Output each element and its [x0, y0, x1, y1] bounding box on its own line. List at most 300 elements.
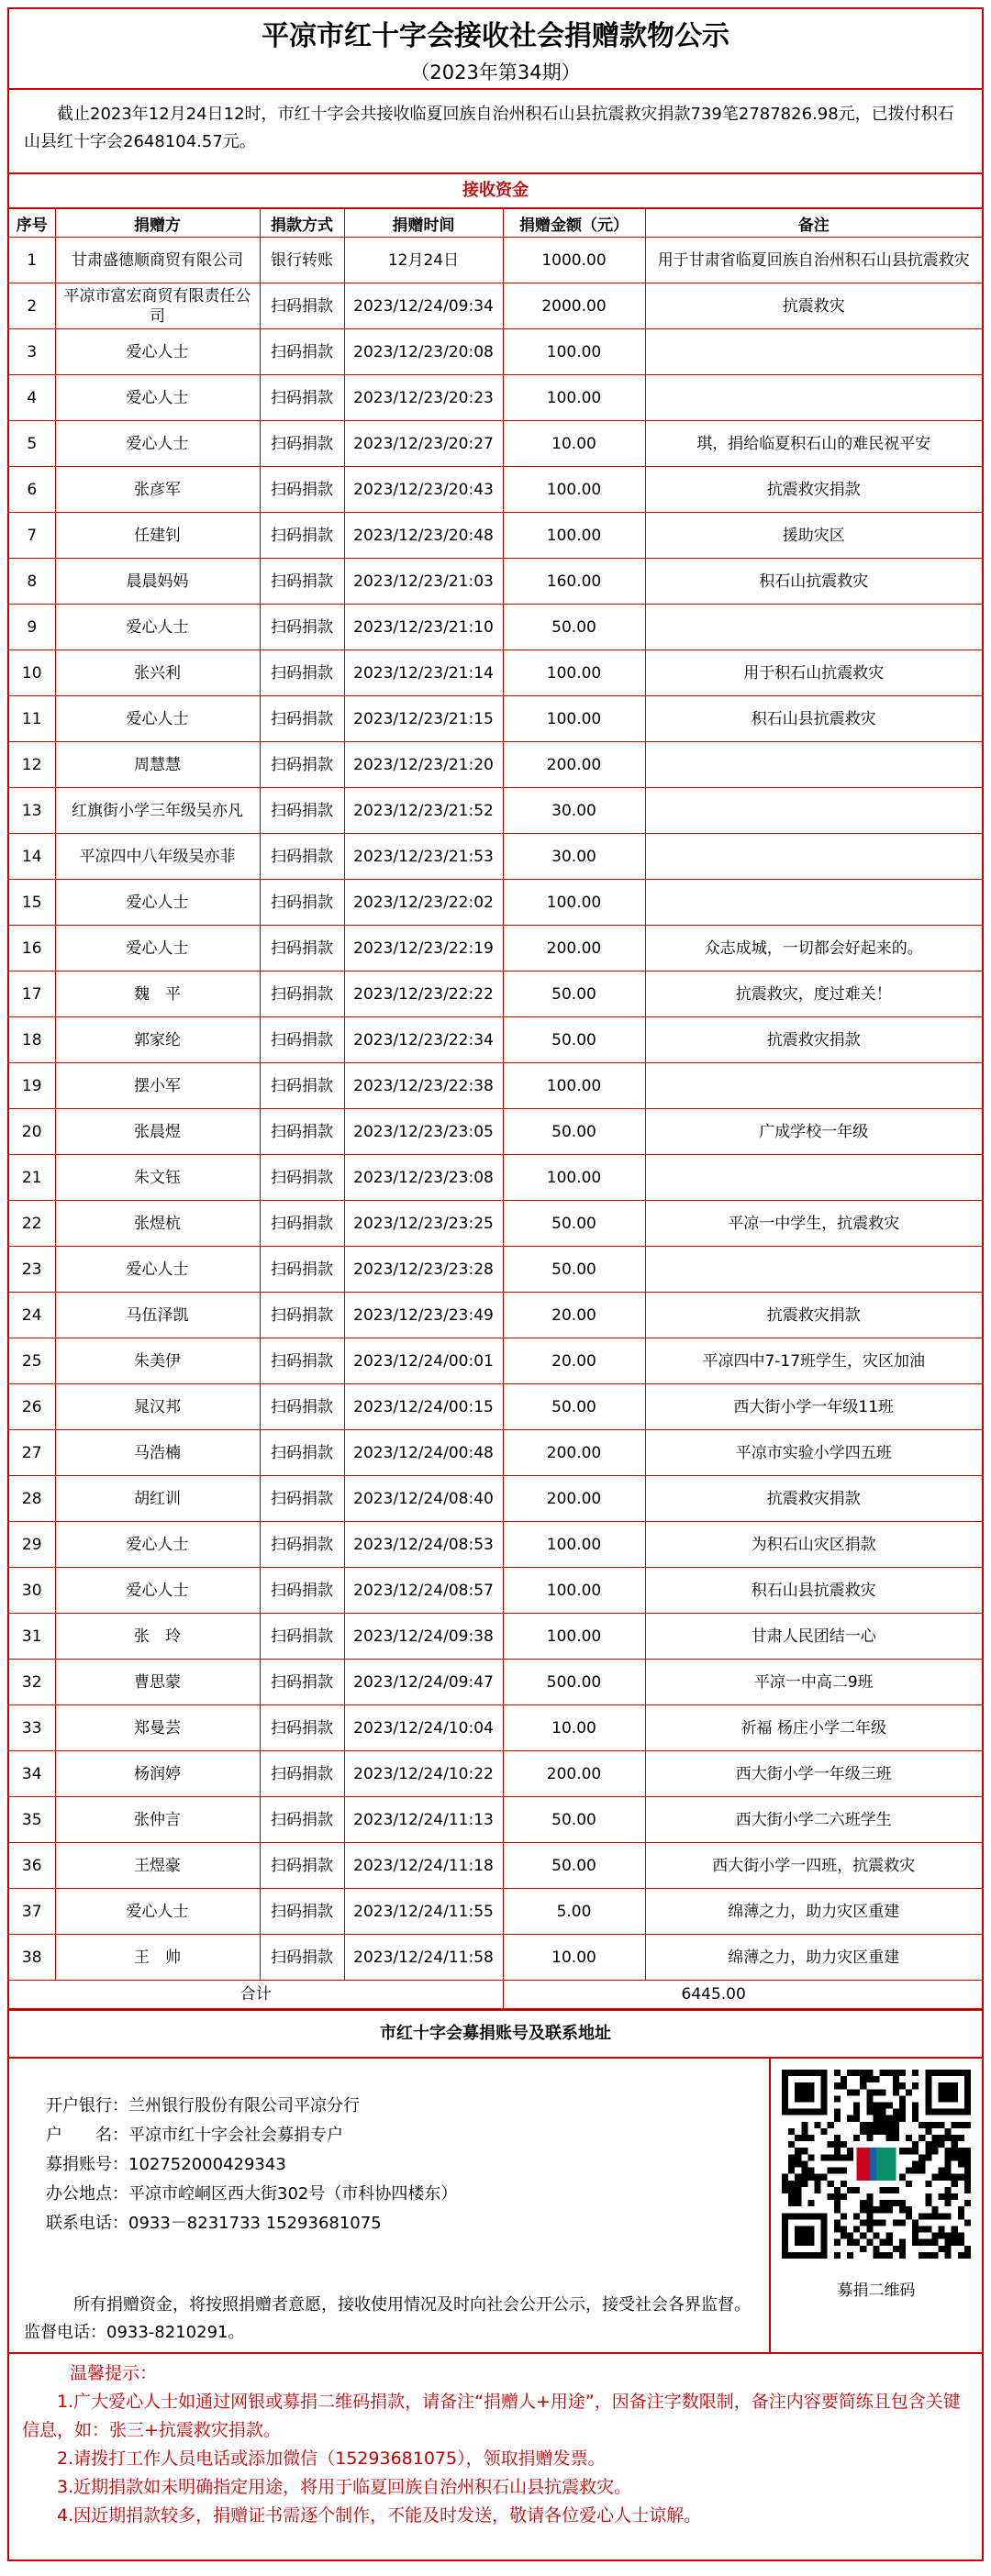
- payment-method: 扫码捐款: [260, 513, 344, 559]
- remark: 西大街小学二六班学生: [645, 1797, 982, 1843]
- donation-time: 2023/12/24/11:58: [344, 1935, 503, 1981]
- donation-time: 2023/12/24/00:48: [344, 1430, 503, 1476]
- payment-method: 扫码捐款: [260, 788, 344, 834]
- donation-amount: 2000.00: [503, 283, 645, 329]
- donor-name: 张彦军: [55, 467, 260, 513]
- donation-time: 2023/12/24/11:13: [344, 1797, 503, 1843]
- table-row: [9, 1155, 982, 1201]
- donor-name: 朱文钰: [55, 1155, 260, 1201]
- table-row: [9, 834, 982, 880]
- payment-method: 扫码捐款: [260, 1705, 344, 1751]
- total-label: 合计: [9, 1981, 503, 2009]
- remark: [645, 788, 982, 834]
- remark: 抗震救灾: [645, 283, 982, 329]
- row-index: 4: [9, 375, 55, 421]
- donation-amount: 100.00: [503, 650, 645, 696]
- table-row: [9, 375, 982, 421]
- donor-name: 胡红训: [55, 1476, 260, 1522]
- donor-name: 爱心人士: [55, 1247, 260, 1293]
- remark: [645, 375, 982, 421]
- payment-method: 扫码捐款: [260, 283, 344, 329]
- row-index: 22: [9, 1201, 55, 1247]
- row-index: 20: [9, 1109, 55, 1155]
- remark: [645, 329, 982, 375]
- remark: 平凉一中高二9班: [645, 1660, 982, 1705]
- donor-name: 周慧慧: [55, 742, 260, 788]
- contact-phone: 联系电话：0933－8231733 15293681075: [46, 2214, 382, 2233]
- donation-time: 2023/12/23/22:19: [344, 926, 503, 972]
- donor-name: 爱心人士: [55, 696, 260, 742]
- table-row: [9, 1430, 982, 1476]
- payment-method: 扫码捐款: [260, 1063, 344, 1109]
- row-index: 2: [9, 283, 55, 329]
- donation-amount: 50.00: [503, 1843, 645, 1889]
- donation-time: 2023/12/24/09:34: [344, 283, 503, 329]
- donor-name: 王 帅: [55, 1935, 260, 1981]
- remark: [645, 880, 982, 926]
- qr-panel: [769, 2059, 982, 2352]
- section-title-funds: 接收资金: [9, 172, 982, 209]
- payment-method: 扫码捐款: [260, 375, 344, 421]
- payment-method: 扫码捐款: [260, 1109, 344, 1155]
- table-row: [9, 926, 982, 972]
- donation-time: 2023/12/24/08:53: [344, 1522, 503, 1568]
- donor-name: 郑曼芸: [55, 1705, 260, 1751]
- payment-method: 扫码捐款: [260, 605, 344, 650]
- donation-time: 2023/12/23/21:03: [344, 559, 503, 605]
- remark: 抗震救灾捐款: [645, 1017, 982, 1063]
- donation-amount: 100.00: [503, 696, 645, 742]
- table-row: [9, 742, 982, 788]
- donation-amount: 10.00: [503, 1935, 645, 1981]
- account-number: 募捐账号：102752000429343: [46, 2155, 286, 2174]
- table-row: [9, 605, 982, 650]
- total-value: 6445.00: [503, 1981, 982, 2009]
- remark: 用于积石山抗震救灾: [645, 650, 982, 696]
- table-row: [9, 559, 982, 605]
- remark: 抗震救灾捐款: [645, 1476, 982, 1522]
- table-row: [9, 1293, 982, 1338]
- donation-time: 12月24日: [344, 238, 503, 283]
- table-row: [9, 1247, 982, 1293]
- remark: 援助灾区: [645, 513, 982, 559]
- donation-amount: 200.00: [503, 742, 645, 788]
- table-row: [9, 1568, 982, 1614]
- donation-amount: 50.00: [503, 1109, 645, 1155]
- donation-amount: 100.00: [503, 1522, 645, 1568]
- table-row: [9, 238, 982, 283]
- table-row: [9, 513, 982, 559]
- remark: 甘肃人民团结一心: [645, 1614, 982, 1660]
- donor-name: 曹思蒙: [55, 1660, 260, 1705]
- donation-time: 2023/12/23/20:27: [344, 421, 503, 467]
- remark: 平凉一中学生，抗震救灾: [645, 1201, 982, 1247]
- donation-time: 2023/12/23/23:25: [344, 1201, 503, 1247]
- table-row: [9, 1338, 982, 1384]
- table-row: [9, 1201, 982, 1247]
- donor-name: 平凉市富宏商贸有限责任公司: [55, 283, 260, 329]
- remark: 平凉市实验小学四五班: [645, 1430, 982, 1476]
- header-donor: 捐赠方: [55, 209, 260, 238]
- donation-amount: 100.00: [503, 375, 645, 421]
- remark: [645, 834, 982, 880]
- remark: 积石山抗震救灾: [645, 559, 982, 605]
- table-row: [9, 1063, 982, 1109]
- donation-amount: 20.00: [503, 1338, 645, 1384]
- donor-name: 张煜杭: [55, 1201, 260, 1247]
- donor-name: 张 玲: [55, 1614, 260, 1660]
- account-info: [24, 2092, 762, 2342]
- donation-time: 2023/12/23/23:08: [344, 1155, 503, 1201]
- donor-name: 晁汉邦: [55, 1384, 260, 1430]
- donation-amount: 5.00: [503, 1889, 645, 1935]
- payment-method: 扫码捐款: [260, 1568, 344, 1614]
- page-title: 平凉市红十字会接收社会捐赠款物公示: [262, 20, 729, 52]
- donation-time: 2023/12/23/20:23: [344, 375, 503, 421]
- donation-time: 2023/12/23/20:08: [344, 329, 503, 375]
- row-index: 6: [9, 467, 55, 513]
- donation-amount: 50.00: [503, 605, 645, 650]
- office-address: 办公地点：平凉市崆峒区西大街302号（市科协四楼东）: [46, 2184, 458, 2204]
- table-row: [9, 467, 982, 513]
- donor-name: 红旗街小学三年级吴亦凡: [55, 788, 260, 834]
- row-index: 27: [9, 1430, 55, 1476]
- row-index: 11: [9, 696, 55, 742]
- row-index: 32: [9, 1660, 55, 1705]
- account-section: [9, 2059, 982, 2352]
- payment-method: 扫码捐款: [260, 1155, 344, 1201]
- table-row: [9, 1843, 982, 1889]
- row-index: 8: [9, 559, 55, 605]
- donation-amount: 200.00: [503, 1476, 645, 1522]
- row-index: 38: [9, 1935, 55, 1981]
- table-row: [9, 1935, 982, 1981]
- issue-number: （2023年第34期）: [410, 61, 581, 83]
- remark: 抗震救灾，度过难关！: [645, 972, 982, 1017]
- donation-amount: 100.00: [503, 1614, 645, 1660]
- qr-code-icon[interactable]: [782, 2070, 971, 2259]
- donation-time: 2023/12/23/21:10: [344, 605, 503, 650]
- row-index: 34: [9, 1751, 55, 1797]
- donor-name: 爱心人士: [55, 1568, 260, 1614]
- donation-time: 2023/12/24/11:55: [344, 1889, 503, 1935]
- payment-method: 扫码捐款: [260, 1293, 344, 1338]
- donation-amount: 100.00: [503, 1568, 645, 1614]
- row-index: 30: [9, 1568, 55, 1614]
- donor-name: 平凉四中八年级吴亦菲: [55, 834, 260, 880]
- donation-time: 2023/12/23/20:48: [344, 513, 503, 559]
- donation-time: 2023/12/23/23:05: [344, 1109, 503, 1155]
- table-row: [9, 650, 982, 696]
- table-row: [9, 1522, 982, 1568]
- payment-method: 扫码捐款: [260, 1889, 344, 1935]
- donation-amount: 100.00: [503, 513, 645, 559]
- donor-name: 甘肃盛德顺商贸有限公司: [55, 238, 260, 283]
- table-row: [9, 1889, 982, 1935]
- donation-time: 2023/12/23/21:52: [344, 788, 503, 834]
- remark: 抗震救灾捐款: [645, 467, 982, 513]
- row-index: 12: [9, 742, 55, 788]
- donation-time: 2023/12/23/20:43: [344, 467, 503, 513]
- row-index: 21: [9, 1155, 55, 1201]
- payment-method: 扫码捐款: [260, 926, 344, 972]
- donation-time: 2023/12/23/22:22: [344, 972, 503, 1017]
- table-row: [9, 1660, 982, 1705]
- tip-item: 2.请拨打工作人员电话或添加微信（15293681075），领取捐赠发票。: [57, 2448, 606, 2469]
- donation-amount: 50.00: [503, 1247, 645, 1293]
- payment-method: 扫码捐款: [260, 1017, 344, 1063]
- row-index: 18: [9, 1017, 55, 1063]
- donation-amount: 20.00: [503, 1293, 645, 1338]
- account-section-title: 市红十字会募捐账号及联系地址: [9, 2009, 982, 2059]
- payment-method: 扫码捐款: [260, 880, 344, 926]
- remark: 祈福 杨庄小学二年级: [645, 1705, 982, 1751]
- donation-time: 2023/12/23/22:38: [344, 1063, 503, 1109]
- remark: 西大街小学一年级11班: [645, 1384, 982, 1430]
- donation-amount: 100.00: [503, 1063, 645, 1109]
- donation-time: 2023/12/23/22:02: [344, 880, 503, 926]
- row-index: 1: [9, 238, 55, 283]
- payment-method: 扫码捐款: [260, 1247, 344, 1293]
- donor-name: 张兴利: [55, 650, 260, 696]
- donation-amount: 200.00: [503, 1430, 645, 1476]
- payment-method: 扫码捐款: [260, 329, 344, 375]
- donation-time: 2023/12/24/08:57: [344, 1568, 503, 1614]
- donation-time: 2023/12/24/00:15: [344, 1384, 503, 1430]
- donor-name: 郭家纶: [55, 1017, 260, 1063]
- donor-name: 马浩楠: [55, 1430, 260, 1476]
- donor-name: 摆小军: [55, 1063, 260, 1109]
- payment-method: 扫码捐款: [260, 1935, 344, 1981]
- payment-method: 扫码捐款: [260, 1797, 344, 1843]
- donation-amount: 100.00: [503, 467, 645, 513]
- row-index: 26: [9, 1384, 55, 1430]
- table-row: [9, 283, 982, 329]
- payment-method: 扫码捐款: [260, 421, 344, 467]
- remark: 众志成城，一切都会好起来的。: [645, 926, 982, 972]
- donation-amount: 10.00: [503, 1705, 645, 1751]
- table-row: [9, 1705, 982, 1751]
- donor-name: 爱心人士: [55, 1522, 260, 1568]
- tip-item: 1.广大爱心人士如通过网银或募捐二维码捐款，请备注“捐赠人+用途”，因备注字数限制，备注内容要简练且包含关键信息，如：张三+抗震救灾捐款。: [22, 2392, 961, 2440]
- donation-time: 2023/12/23/21:15: [344, 696, 503, 742]
- donation-amount: 160.00: [503, 559, 645, 605]
- row-index: 19: [9, 1063, 55, 1109]
- donation-amount: 100.00: [503, 880, 645, 926]
- table-row: [9, 1614, 982, 1660]
- donor-name: 马伍泽凯: [55, 1293, 260, 1338]
- row-index: 13: [9, 788, 55, 834]
- tips-section: [9, 2352, 982, 2530]
- row-index: 25: [9, 1338, 55, 1384]
- payment-method: 扫码捐款: [260, 1660, 344, 1705]
- remark: 琪，捐给临夏积石山的难民祝平安: [645, 421, 982, 467]
- header-time: 捐赠时间: [344, 209, 503, 238]
- qr-label: 募捐二维码: [837, 2282, 916, 2300]
- row-index: 15: [9, 880, 55, 926]
- remark: 绵薄之力，助力灾区重建: [645, 1935, 982, 1981]
- tips-title: 温馨提示：: [70, 2363, 158, 2383]
- donor-name: 爱心人士: [55, 605, 260, 650]
- payment-method: 扫码捐款: [260, 1614, 344, 1660]
- table-row: [9, 788, 982, 834]
- table-row: [9, 1476, 982, 1522]
- total-row: [9, 1981, 982, 2009]
- row-index: 35: [9, 1797, 55, 1843]
- donation-time: 2023/12/24/09:38: [344, 1614, 503, 1660]
- remark: 平凉四中7-17班学生，灾区加油: [645, 1338, 982, 1384]
- payment-method: 扫码捐款: [260, 742, 344, 788]
- donor-name: 任建钊: [55, 513, 260, 559]
- row-index: 28: [9, 1476, 55, 1522]
- donation-amount: 50.00: [503, 1384, 645, 1430]
- row-index: 23: [9, 1247, 55, 1293]
- remark: 用于甘肃省临夏回族自治州积石山县抗震救灾: [645, 238, 982, 283]
- remark: 积石山县抗震救灾: [645, 1568, 982, 1614]
- donation-amount: 200.00: [503, 1751, 645, 1797]
- payment-method: 扫码捐款: [260, 1384, 344, 1430]
- payment-method: 扫码捐款: [260, 650, 344, 696]
- row-index: 17: [9, 972, 55, 1017]
- payment-method: 扫码捐款: [260, 834, 344, 880]
- donor-name: 爱心人士: [55, 1889, 260, 1935]
- row-index: 37: [9, 1889, 55, 1935]
- row-index: 5: [9, 421, 55, 467]
- remark: 西大街小学一年级三班: [645, 1751, 982, 1797]
- row-index: 14: [9, 834, 55, 880]
- remark: [645, 1063, 982, 1109]
- bank-name: 开户银行：兰州银行股份有限公司平凉分行: [46, 2096, 360, 2115]
- donor-name: 杨润婷: [55, 1751, 260, 1797]
- donation-time: 2023/12/24/11:18: [344, 1843, 503, 1889]
- account-name: 户 名：平凉市红十字会社会募捐专户: [46, 2126, 343, 2145]
- donation-amount: 100.00: [503, 329, 645, 375]
- payment-method: 扫码捐款: [260, 1751, 344, 1797]
- row-index: 33: [9, 1705, 55, 1751]
- donation-amount: 200.00: [503, 926, 645, 972]
- row-index: 29: [9, 1522, 55, 1568]
- donation-amount: 50.00: [503, 1797, 645, 1843]
- donation-table: [9, 209, 982, 2009]
- table-row: [9, 1109, 982, 1155]
- donor-name: 爱心人士: [55, 926, 260, 972]
- row-index: 31: [9, 1614, 55, 1660]
- payment-method: 扫码捐款: [260, 1476, 344, 1522]
- donation-time: 2023/12/23/21:14: [344, 650, 503, 696]
- donation-time: 2023/12/23/23:28: [344, 1247, 503, 1293]
- table-row: [9, 329, 982, 375]
- header-index: 序号: [9, 209, 55, 238]
- payment-method: 扫码捐款: [260, 1201, 344, 1247]
- donor-name: 爱心人士: [55, 880, 260, 926]
- donation-time: 2023/12/23/21:53: [344, 834, 503, 880]
- table-row: [9, 1384, 982, 1430]
- remark: [645, 742, 982, 788]
- donation-amount: 500.00: [503, 1660, 645, 1705]
- payment-method: 扫码捐款: [260, 559, 344, 605]
- donation-time: 2023/12/24/08:40: [344, 1476, 503, 1522]
- notice-sheet: [7, 7, 984, 2561]
- table-row: [9, 696, 982, 742]
- table-header-row: [9, 209, 982, 238]
- row-index: 24: [9, 1293, 55, 1338]
- donation-time: 2023/12/24/00:01: [344, 1338, 503, 1384]
- tip-item: 4.因近期捐款较多，捐赠证书需逐个制作，不能及时发送，敬请各位爱心人士谅解。: [57, 2505, 702, 2526]
- donation-amount: 50.00: [503, 1201, 645, 1247]
- donation-amount: 50.00: [503, 972, 645, 1017]
- supervision-note: 所有捐赠资金，将按照捐赠者意愿，接收使用情况及时向社会公开公示，接受社会各界监督。监督电话：0933-8210291。: [24, 2295, 751, 2342]
- remark: [645, 605, 982, 650]
- donor-name: 晨晨妈妈: [55, 559, 260, 605]
- row-index: 9: [9, 605, 55, 650]
- donation-time: 2023/12/24/10:22: [344, 1751, 503, 1797]
- donation-amount: 100.00: [503, 1155, 645, 1201]
- row-index: 36: [9, 1843, 55, 1889]
- table-row: [9, 1751, 982, 1797]
- payment-method: 银行转账: [260, 238, 344, 283]
- donor-name: 爱心人士: [55, 375, 260, 421]
- donation-amount: 30.00: [503, 834, 645, 880]
- payment-method: 扫码捐款: [260, 1843, 344, 1889]
- payment-method: 扫码捐款: [260, 1338, 344, 1384]
- remark: 为积石山灾区捐款: [645, 1522, 982, 1568]
- header-method: 捐款方式: [260, 209, 344, 238]
- donation-time: 2023/12/23/22:34: [344, 1017, 503, 1063]
- donation-amount: 30.00: [503, 788, 645, 834]
- donor-name: 张晨煜: [55, 1109, 260, 1155]
- header-remark: 备注: [645, 209, 982, 238]
- remark: [645, 1247, 982, 1293]
- donation-amount: 1000.00: [503, 238, 645, 283]
- remark: 积石山县抗震救灾: [645, 696, 982, 742]
- donor-name: 魏 平: [55, 972, 260, 1017]
- payment-method: 扫码捐款: [260, 696, 344, 742]
- donation-amount: 50.00: [503, 1017, 645, 1063]
- donation-time: 2023/12/23/21:20: [344, 742, 503, 788]
- payment-method: 扫码捐款: [260, 972, 344, 1017]
- donor-name: 朱美伊: [55, 1338, 260, 1384]
- table-row: [9, 421, 982, 467]
- header-amount: 捐赠金额（元）: [503, 209, 645, 238]
- table-row: [9, 1797, 982, 1843]
- table-row: [9, 972, 982, 1017]
- intro-paragraph: 截止2023年12月24日12时，市红十字会共接收临夏回族自治州积石山县抗震救灾捐款739笔2787826.98元，已拨付积石山县红十字会2648104.57元。: [24, 105, 954, 151]
- remark: 绵薄之力，助力灾区重建: [645, 1889, 982, 1935]
- donation-time: 2023/12/24/09:47: [344, 1660, 503, 1705]
- donor-name: 爱心人士: [55, 329, 260, 375]
- donor-name: 王煜豪: [55, 1843, 260, 1889]
- tip-item: 3.近期捐款如未明确指定用途，将用于临夏回族自治州积石山县抗震救灾。: [57, 2477, 632, 2497]
- row-index: 16: [9, 926, 55, 972]
- donor-name: 张仲言: [55, 1797, 260, 1843]
- remark: 抗震救灾捐款: [645, 1293, 982, 1338]
- row-index: 7: [9, 513, 55, 559]
- donation-amount: 10.00: [503, 421, 645, 467]
- table-row: [9, 1017, 982, 1063]
- row-index: 3: [9, 329, 55, 375]
- donor-name: 爱心人士: [55, 421, 260, 467]
- row-index: 10: [9, 650, 55, 696]
- payment-method: 扫码捐款: [260, 467, 344, 513]
- donation-time: 2023/12/24/10:04: [344, 1705, 503, 1751]
- remark: 西大街小学一四班，抗震救灾: [645, 1843, 982, 1889]
- payment-method: 扫码捐款: [260, 1522, 344, 1568]
- table-row: [9, 880, 982, 926]
- donation-time: 2023/12/23/23:49: [344, 1293, 503, 1338]
- remark: 广成学校一年级: [645, 1109, 982, 1155]
- remark: [645, 1155, 982, 1201]
- payment-method: 扫码捐款: [260, 1430, 344, 1476]
